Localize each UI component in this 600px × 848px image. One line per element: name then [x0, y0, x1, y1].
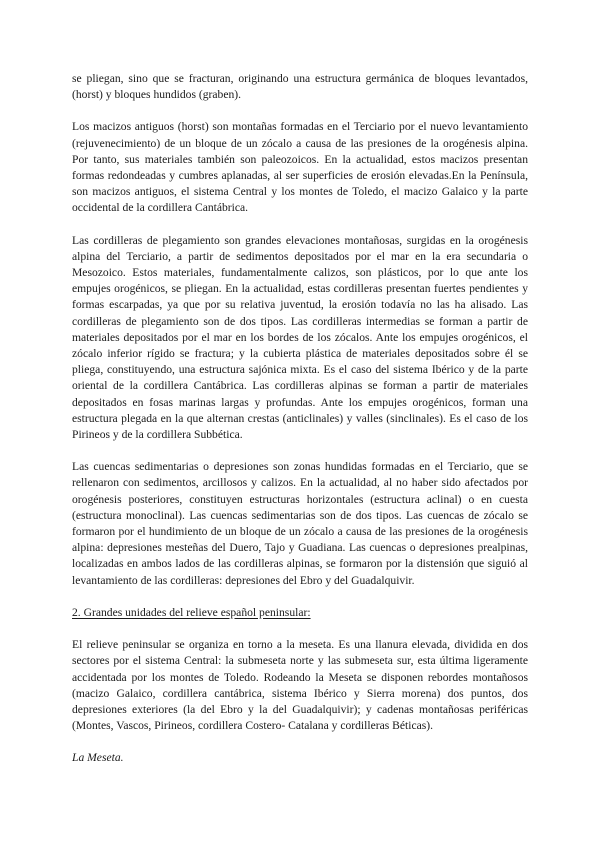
paragraph-relieve-peninsular: El relieve peninsular se organiza en torno a la meseta. Es una llanura elevada, dividida en dos sectores por el sistema Central: la submeseta norte y las submeseta sur, esta última ligeramente accidentada por los montes de Toledo. Rodeando la Meseta se disponen rebordes montañosos (macizo Galaico, cordillera cantábrica, sistema Ibérico y Sierra morena) dos puntos, dos depresiones exteriores (la del Ebro y la del Guadalquivir); y cadenas montañosas periféricas (Montes, Vascos, Pirineos, cordillera Costero- Catalana y cordilleras Béticas).: [72, 638, 528, 733]
paragraph-horst-graben: se pliegan, sino que se fracturan, originando una estructura germánica de bloques levantados, (horst) y bloques hundidos (graben).: [72, 72, 528, 102]
section-heading: 2. Grandes unidades del relieve español peninsular:: [72, 605, 311, 619]
paragraph-cuencas-sedimentarias: Las cuencas sedimentarias o depresiones son zonas hundidas formadas en el Terciario, que se rellenaron con sedimentos, arcillosos y calizos. En la actualidad, al no haber sido afectados por orogénesis posteriores, constituyen estructuras horizontales (estructura aclinal) o en cuesta (estructura monoclinal). Las cuencas sedimentarias son de dos tipos. Las cuencas de zócalo se formaron por el hundimiento de un bloque de un zócalo a causa de las presiones de la orogénesis alpina: depresiones mesteñas del Duero, Tajo y Guadiana. Las cuencas o depresiones prealpinas, localizadas en ambos lados de las cordilleras alpinas, se formaron por la distensión que siguió al levantamiento de las cordilleras: depresiones del Ebro y del Guadalquivir.: [72, 460, 528, 587]
subheading-la-meseta: La Meseta.: [72, 751, 124, 765]
paragraph-macizos-antiguos: Los macizos antiguos (horst) son montañas formadas en el Terciario por el nuevo levantamiento (rejuvenecimiento) de un bloque de un zócalo a causa de las presiones de la orogénesis alpina. Por tanto, sus materiales también son paleozoicos. En la actualidad, estos macizos presentan formas redondeadas y cumbres aplanadas, al ser superficies de erosión elevadas.En la Península, son macizos antiguos, el sistema Central y los montes de Toledo, el macizo Galaico y la parte occidental de la cordillera Cantábrica.: [72, 120, 528, 215]
paragraph-cordilleras-plegamiento: Las cordilleras de plegamiento son grandes elevaciones montañosas, surgidas en la orogénesis alpina del Terciario, a partir de sedimentos depositados por el mar en la era secundaria o Mesozoico. Estos materiales, fundamentalmente calizos, son plásticos, por lo que ante los empujes orogénicos, se pliegan. En la actualidad, estas cordilleras presentan fuertes pendientes y formas escarpadas, ya que por su relativa juventud, la erosión todavía no las ha alisado. Las cordilleras de plegamiento son de dos tipos. Las cordilleras intermedias se forman a partir de materiales depositados por el mar en los bordes de los zócalos. Ante los empujes orogénicos, el zócalo inferior rígido se fractura; y la cubierta plástica de materiales depositados sobre él se pliega, constituyendo, una estructura sajónica mixta. Es el caso del sistema Ibérico y de la parte oriental de la cordillera Cantábrica. Las cordilleras alpinas se forman a partir de materiales depositados en fosas marinas largas y profundas. Ante los empujes orogénicos, forman una estructura plegada en la que alternan crestas (anticlinales) y valles (sinclinales). Es el caso de los Pirineos y de la cordillera Subbética.: [72, 233, 528, 442]
